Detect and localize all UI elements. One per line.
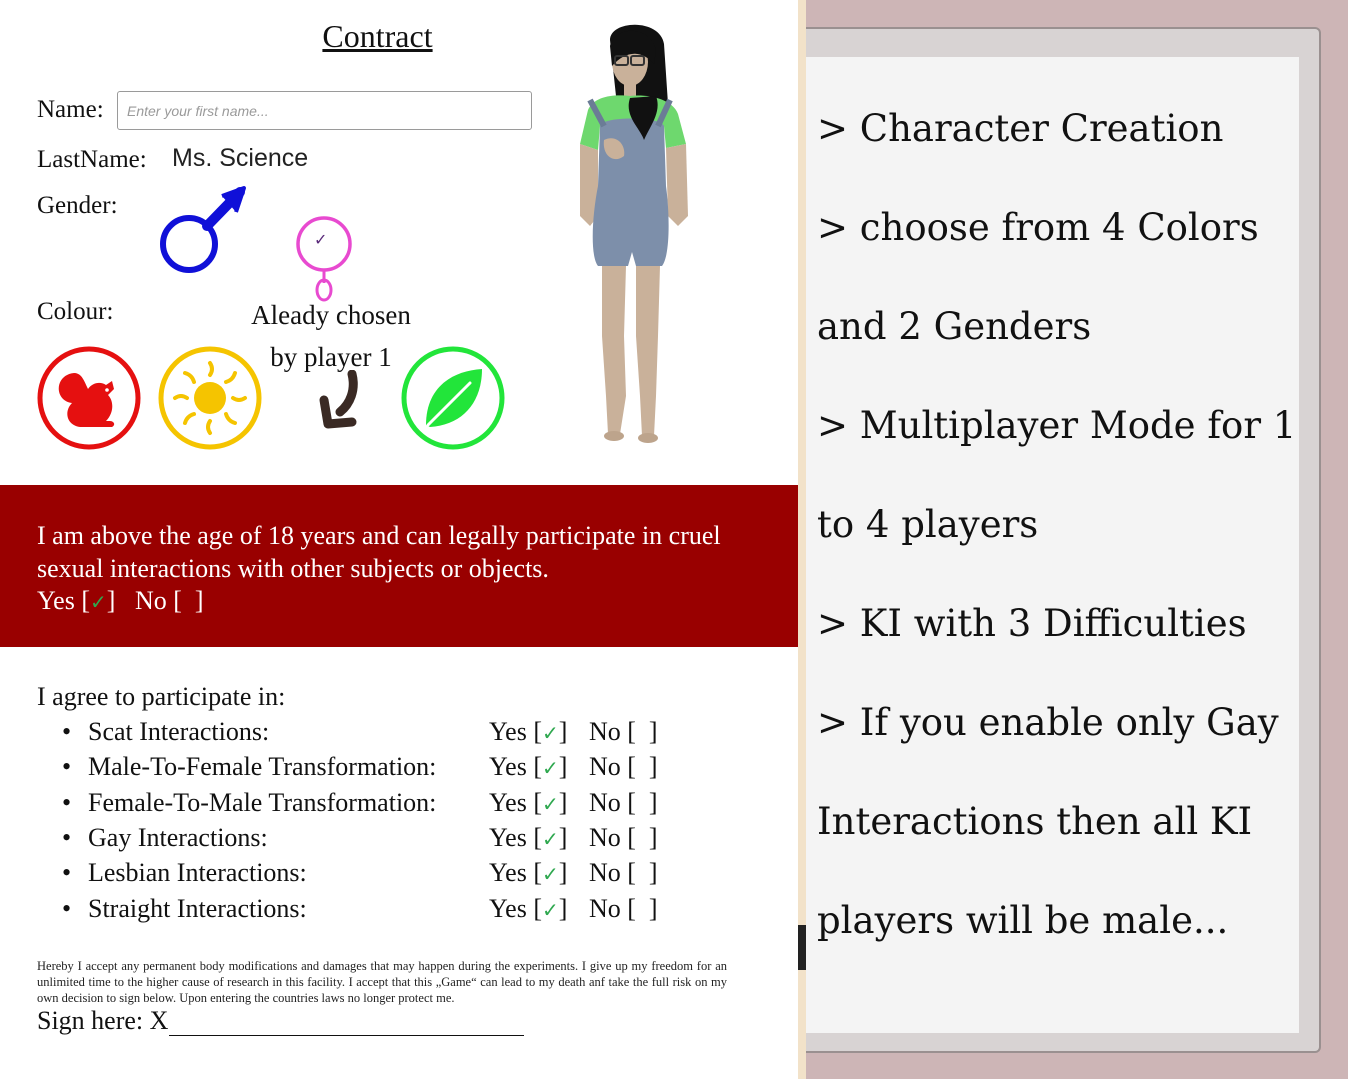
interaction-no-option[interactable]: No [ ] (589, 752, 658, 781)
colour-note-line1: Aleady chosen (251, 300, 411, 330)
female-selected-check: ✓ (314, 230, 328, 249)
bullet: • (62, 894, 72, 923)
male-symbol-icon[interactable] (152, 182, 257, 282)
interaction-label: Scat Interactions: (88, 717, 270, 746)
squirrel-icon[interactable] (36, 345, 142, 451)
character-portrait (570, 16, 700, 444)
interaction-yes-option[interactable]: Yes [✓] (489, 752, 568, 781)
age-confirmation-banner (0, 485, 798, 647)
feature-line-4: > Multiplayer Mode for 1 (817, 404, 1297, 447)
interaction-no-option[interactable]: No [ ] (589, 858, 658, 887)
age-choice (37, 586, 204, 616)
agree-heading: I agree to participate in: (37, 682, 286, 711)
bullet: • (62, 858, 72, 887)
interaction-label: Gay Interactions: (88, 823, 268, 852)
female-symbol-icon[interactable] (292, 213, 356, 305)
name-input[interactable] (117, 91, 532, 130)
feature-line-6: > KI with 3 Difficulties (817, 602, 1247, 645)
yes-check: ✓ (542, 794, 559, 816)
lastname-value: Ms. Science (172, 144, 309, 172)
interaction-label: Female-To-Male Transformation: (88, 788, 437, 817)
interaction-no-option[interactable]: No [ ] (589, 823, 658, 852)
interaction-yes-option[interactable]: Yes [✓] (489, 823, 568, 852)
interaction-no-option[interactable]: No [ ] (589, 894, 658, 923)
feature-line-5: to 4 players (817, 503, 1039, 546)
interaction-label: Lesbian Interactions: (88, 858, 307, 887)
interaction-label: Straight Interactions: (88, 894, 307, 923)
interaction-yes-option[interactable]: Yes [✓] (489, 717, 568, 746)
age-yes-option[interactable]: Yes [✓] (37, 586, 116, 615)
yes-check: ✓ (542, 829, 559, 851)
age-yes-check: ✓ (90, 592, 107, 614)
gender-label: Gender: (37, 192, 118, 219)
feature-line-2: > choose from 4 Colors (817, 206, 1259, 249)
sign-label: Sign here: X (37, 1006, 169, 1035)
feature-line-7: > If you enable only Gay (817, 701, 1279, 744)
sun-icon[interactable] (157, 345, 263, 451)
bullet: • (62, 823, 72, 852)
contract-title: Contract (322, 18, 433, 54)
bullet: • (62, 752, 72, 781)
feature-line-3: and 2 Genders (817, 305, 1092, 348)
interaction-no-option[interactable]: No [ ] (589, 788, 658, 817)
yes-check: ✓ (542, 864, 559, 886)
leaf-icon[interactable] (400, 345, 506, 451)
pointing-arrow-icon (318, 370, 368, 430)
yes-check: ✓ (542, 900, 559, 922)
feature-line-9: players will be male... (817, 899, 1229, 942)
lastname-label: LastName: (37, 146, 147, 173)
features-panel (806, 57, 1299, 1033)
yes-check: ✓ (542, 758, 559, 780)
name-label: Name: (37, 96, 104, 123)
interaction-label: Male-To-Female Transformation: (88, 752, 437, 781)
disclaimer-text: Hereby I accept any permanent body modifications and damages that may happen during the experiments. I give up my freedom for an unlimited time to the higher cause of research in this facility. I accept that this „Game“ can lead to my death anf take the full risk on my own decision to sign below. Upon entering the countries laws no longer protect me. (37, 959, 727, 1005)
yes-check: ✓ (542, 723, 559, 745)
colour-note-line2: by player 1 (270, 342, 392, 372)
divider-strip (798, 0, 806, 1079)
feature-line-8: Interactions then all KI (817, 800, 1253, 843)
age-statement: I am above the age of 18 years and can legally participate in cruel sexual interactions with other subjects or objects. (37, 521, 721, 583)
signature-line[interactable] (169, 1009, 524, 1036)
age-no-option[interactable]: No [ ] (134, 586, 204, 615)
interaction-yes-option[interactable]: Yes [✓] (489, 788, 568, 817)
interaction-no-option[interactable]: No [ ] (589, 717, 658, 746)
bullet: • (62, 717, 72, 746)
colour-label: Colour: (37, 298, 114, 325)
bullet: • (62, 788, 72, 817)
signature-row (37, 1006, 524, 1036)
feature-line-1: > Character Creation (817, 107, 1224, 150)
interaction-yes-option[interactable]: Yes [✓] (489, 894, 568, 923)
interaction-yes-option[interactable]: Yes [✓] (489, 858, 568, 887)
